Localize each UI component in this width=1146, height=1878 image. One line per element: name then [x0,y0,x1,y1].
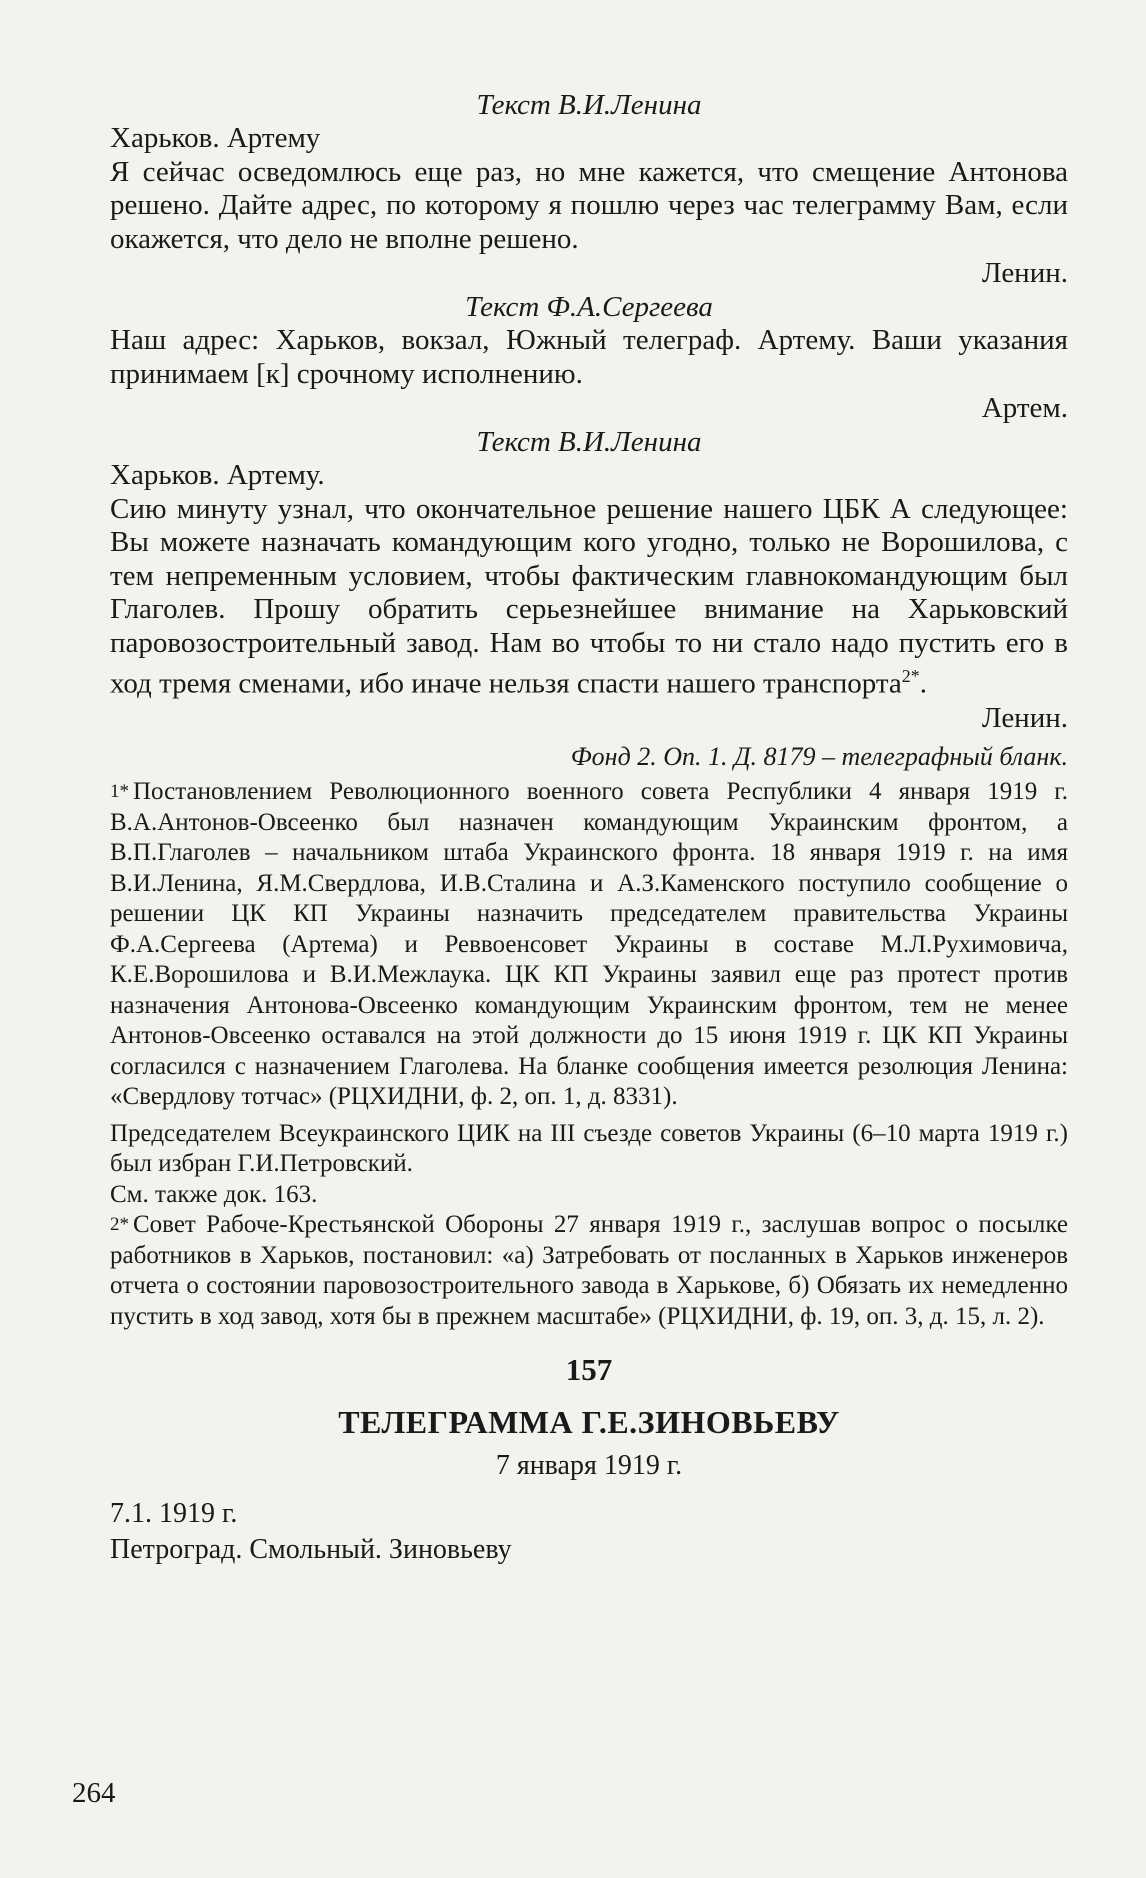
page-number: 264 [72,1777,116,1809]
footnote-2-mark: 2* [110,1214,129,1236]
footnote-2 [110,1210,1068,1332]
document-page [110,88,1068,1568]
archive-source: Фонд 2. Оп. 1. Д. 8179 – телеграфный бланк. [570,742,1068,772]
document-number: 157 [565,1352,613,1388]
telegram-paragraph-1: Я сейчас осведомлюсь еще раз, но мне кажется, что смещение Антонова решено. Дайте адрес, по которому я пошлю через час телеграмму Вам, если окажется, что дело не вполне решено. [110,155,1068,255]
footnote-1-text: Постановлением Революционного военного совета Республики 4 января 1919 г. В.А.Антонов-Овсеенко был назначен командующим Украинским фронтом, а В.П.Глаголев – начальником штаба Украинского фронта. 18 января 1919 г. на имя В.И.Ленина, Я.М.Свердлова, И.В.Сталина и А.З.Каменского поступило сообщение о решении ЦК КП Украины назначить председателем правительства Украины Ф.А.Сергеева (Артема) и Реввоенсовет Украины в составе М.Л.Рухимовича, К.Е.Ворошилова и В.И.Межлаука. ЦК КП Украины заявил еще раз протест против назначения Антонова-Овсеенко командующим Украинским фронтом, тем не менее Антонов-Овсеенко оставался на этой должности до 15 июня 1919 г. ЦК КП Украины согласился с назначением Глаголева. На бланке сообщения имеется резолюция Ленина: «Свердлову тотчас» (РЦХИДНИ, ф. 2, оп. 1, д. 8331). [110,778,1068,1111]
paragraph-3-end: . [919,667,928,700]
document-date: 7 января 1919 г. [495,1450,683,1482]
telegram-date-line: 7.1. 1919 г. [110,1498,238,1530]
address-kharkov-1: Харьков. Артему [110,122,321,154]
footnote-1-see-also: См. также док. 163. [110,1180,318,1208]
footnote-ref-2: 2* [901,666,920,686]
signature-lenin-2: Ленин. [981,702,1068,735]
signature-lenin-1: Ленин. [981,257,1068,289]
telegram-paragraph-2: Наш адрес: Харьков, вокзал, Южный телеграф. Артему. Ваши указания принимаем [к] срочному исполнению. [110,324,1068,390]
footnote-1 [110,777,1068,1113]
telegram-address-line: Петроград. Смольный. Зиновьеву [110,1534,512,1566]
text-heading-lenin-1: Текст В.И.Ленина [476,89,702,121]
text-heading-lenin-2: Текст В.И.Ленина [476,426,702,458]
footnote-1-mark: 1* [110,781,129,803]
signature-artem: Артем. [981,392,1068,424]
footnote-1-continued: Председателем Всеукраинского ЦИК на III съезде советов Украины (6–10 марта 1919 г.) был избран Г.И.Петровский. [110,1119,1068,1178]
address-kharkov-2: Харьков. Артему. [110,459,325,491]
text-heading-sergeev: Текст Ф.А.Сергеева [465,291,713,323]
telegram-paragraph-3 [110,493,1068,702]
paragraph-3-text: Сию минуту узнал, что окончательное решение нашего ЦБК А следующее: Вы можете назначать командующим кого угодно, только не Ворошилова, с тем непременным условием, чтобы фактическим главнокомандующим был Глаголев. Прошу обратить серьезнейшее внимание на Харьковский паровозостроительный завод. Нам во чтобы то ни стало надо пустить его в ход тремя сменами, ибо иначе нельзя спасти нашего транспорта [110,492,1068,700]
document-title: ТЕЛЕГРАММА Г.Е.ЗИНОВЬЕВУ [338,1404,840,1441]
footnote-2-text: Совет Рабоче-Крестьянской Обороны 27 января 1919 г., заслушав вопрос о посылке работников в Харьков, постановил: «а) Затребовать от посланных в Харьков инженеров отчета о состоянии паровозостроительного завода в Харькове, б) Обязать их немедленно пустить в ход завод, хотя бы в прежнем масштабе» (РЦХИДНИ, ф. 19, оп. 3, д. 15, л. 2). [110,1211,1068,1330]
